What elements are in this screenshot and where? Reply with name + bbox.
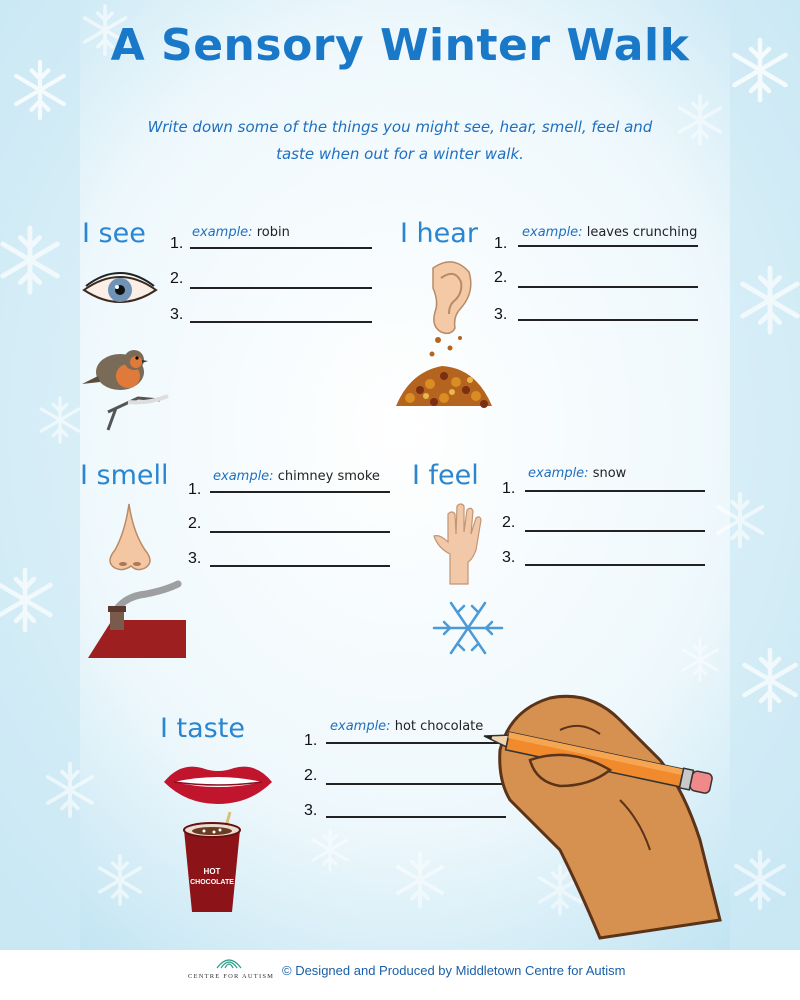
example-feel	[528, 466, 626, 481]
see-answer-line-3[interactable]	[190, 321, 372, 323]
example-hear	[522, 225, 697, 240]
label-i-feel: I feel	[412, 460, 479, 491]
feel-number-3: 3.	[502, 549, 516, 566]
example-hear-value: leaves crunching	[586, 225, 698, 240]
instructions	[120, 114, 680, 168]
example-taste	[330, 719, 483, 734]
hear-number-3: 3.	[494, 306, 508, 323]
example-see	[192, 225, 290, 240]
hot-chocolate-cup-icon	[180, 812, 244, 914]
example-key: example:	[213, 469, 274, 484]
example-smell-value: chimney smoke	[277, 469, 380, 484]
taste-number-2: 2.	[304, 767, 318, 784]
instructions-line-2: taste when out for a winter walk.	[276, 145, 524, 163]
example-feel-value: snow	[592, 466, 627, 481]
smell-number-2: 2.	[188, 515, 202, 532]
page-title: A Sensory Winter Walk	[110, 20, 690, 71]
smell-number-3: 3.	[188, 550, 202, 567]
smell-number-1: 1.	[188, 481, 202, 498]
feel-number-1: 1.	[502, 480, 516, 497]
feel-answer-line-2[interactable]	[525, 530, 705, 532]
taste-number-3: 3.	[304, 802, 318, 819]
example-key: example:	[528, 466, 589, 481]
label-i-taste: I taste	[160, 713, 245, 744]
example-smell	[213, 469, 380, 484]
see-number-1: 1.	[170, 235, 184, 252]
ear-icon	[425, 258, 475, 336]
label-i-smell: I smell	[80, 460, 169, 491]
hand-with-pencil-icon	[470, 690, 730, 940]
example-taste-value: hot chocolate	[394, 719, 484, 734]
robin-icon	[78, 342, 174, 432]
see-answer-line-2[interactable]	[190, 287, 372, 289]
example-key: example:	[522, 225, 583, 240]
smell-answer-line-2[interactable]	[210, 531, 390, 533]
lips-icon	[160, 758, 276, 808]
hear-number-2: 2.	[494, 269, 508, 286]
cup-text-chocolate: CHOCOLATE	[190, 879, 234, 886]
eye-icon	[80, 268, 160, 312]
see-number-3: 3.	[170, 306, 184, 323]
example-key: example:	[192, 225, 253, 240]
label-i-hear: I hear	[400, 218, 478, 249]
cup-text-hot: HOT	[203, 867, 221, 876]
hear-answer-line-2[interactable]	[518, 286, 698, 288]
hear-answer-line-3[interactable]	[518, 319, 698, 321]
centre-logo-icon	[214, 951, 244, 969]
chimney-icon	[86, 580, 186, 658]
leaves-icon	[390, 332, 496, 412]
feel-answer-line-3[interactable]	[525, 564, 705, 566]
instructions-line-1: Write down some of the things you might see, hear, smell, feel and	[147, 118, 653, 136]
feel-answer-line-1[interactable]	[525, 490, 705, 492]
footer-credit: © Designed and Produced by Middletown Centre for Autism	[282, 963, 626, 978]
feel-number-2: 2.	[502, 514, 516, 531]
smell-answer-line-1[interactable]	[210, 491, 390, 493]
snowflake-icon	[430, 600, 506, 656]
example-see-value: robin	[256, 225, 290, 240]
taste-number-1: 1.	[304, 732, 318, 749]
see-number-2: 2.	[170, 270, 184, 287]
centre-logo-text: CENTRE FOR AUTISM	[188, 973, 275, 980]
hear-number-1: 1.	[494, 235, 508, 252]
hand-icon	[430, 500, 486, 586]
label-i-see: I see	[82, 218, 146, 249]
nose-icon	[105, 502, 155, 574]
hear-answer-line-1[interactable]	[518, 245, 698, 247]
example-key: example:	[330, 719, 391, 734]
see-answer-line-1[interactable]	[190, 247, 372, 249]
smell-answer-line-3[interactable]	[210, 565, 390, 567]
